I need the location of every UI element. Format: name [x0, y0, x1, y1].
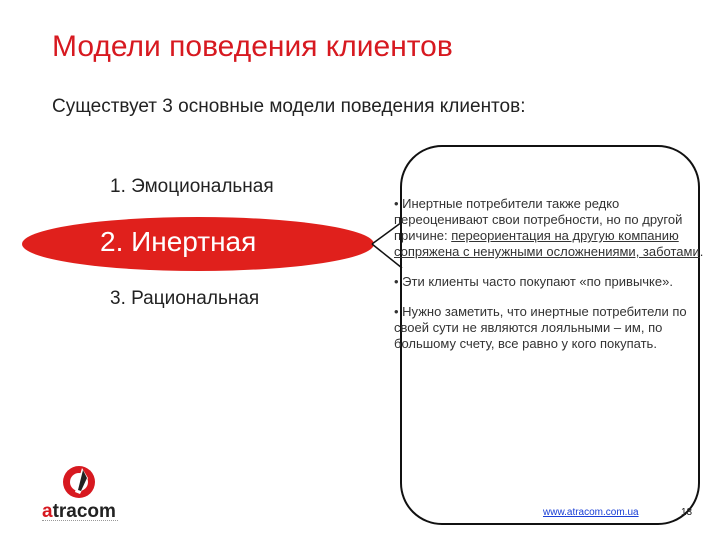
page-number: 13 — [681, 507, 693, 518]
callout-text — [394, 196, 706, 366]
callout-paragraph-3: • Нужно заметить, что инертные потребители по своей сути не являются лояльными – им, по большому счету, все равно у кого покупать. — [394, 304, 687, 351]
slide-title: Модели поведения клиентов — [52, 30, 453, 63]
atracom-logo-text: atracom — [42, 501, 116, 522]
callout-paragraph-2: • Эти клиенты часто покупают «по привычке». — [394, 274, 673, 289]
callout-paragraph-1: • Инертные потребители также редко переоценивают свои потребности, но по другой причине: переориентация на другую компанию сопряжена с ненужными осложнениями, заботами. — [394, 196, 704, 259]
logo-tagline-dots — [42, 520, 118, 524]
website-link[interactable]: www.atracom.com.ua — [543, 507, 639, 518]
slide-subtitle: Существует 3 основные модели поведения клиентов: — [52, 96, 526, 117]
model-item-rational: 3. Рациональная — [110, 288, 260, 309]
model-item-emotional: 1. Эмоциональная — [110, 176, 274, 197]
model-item-inert: 2. Инертная — [100, 226, 257, 257]
